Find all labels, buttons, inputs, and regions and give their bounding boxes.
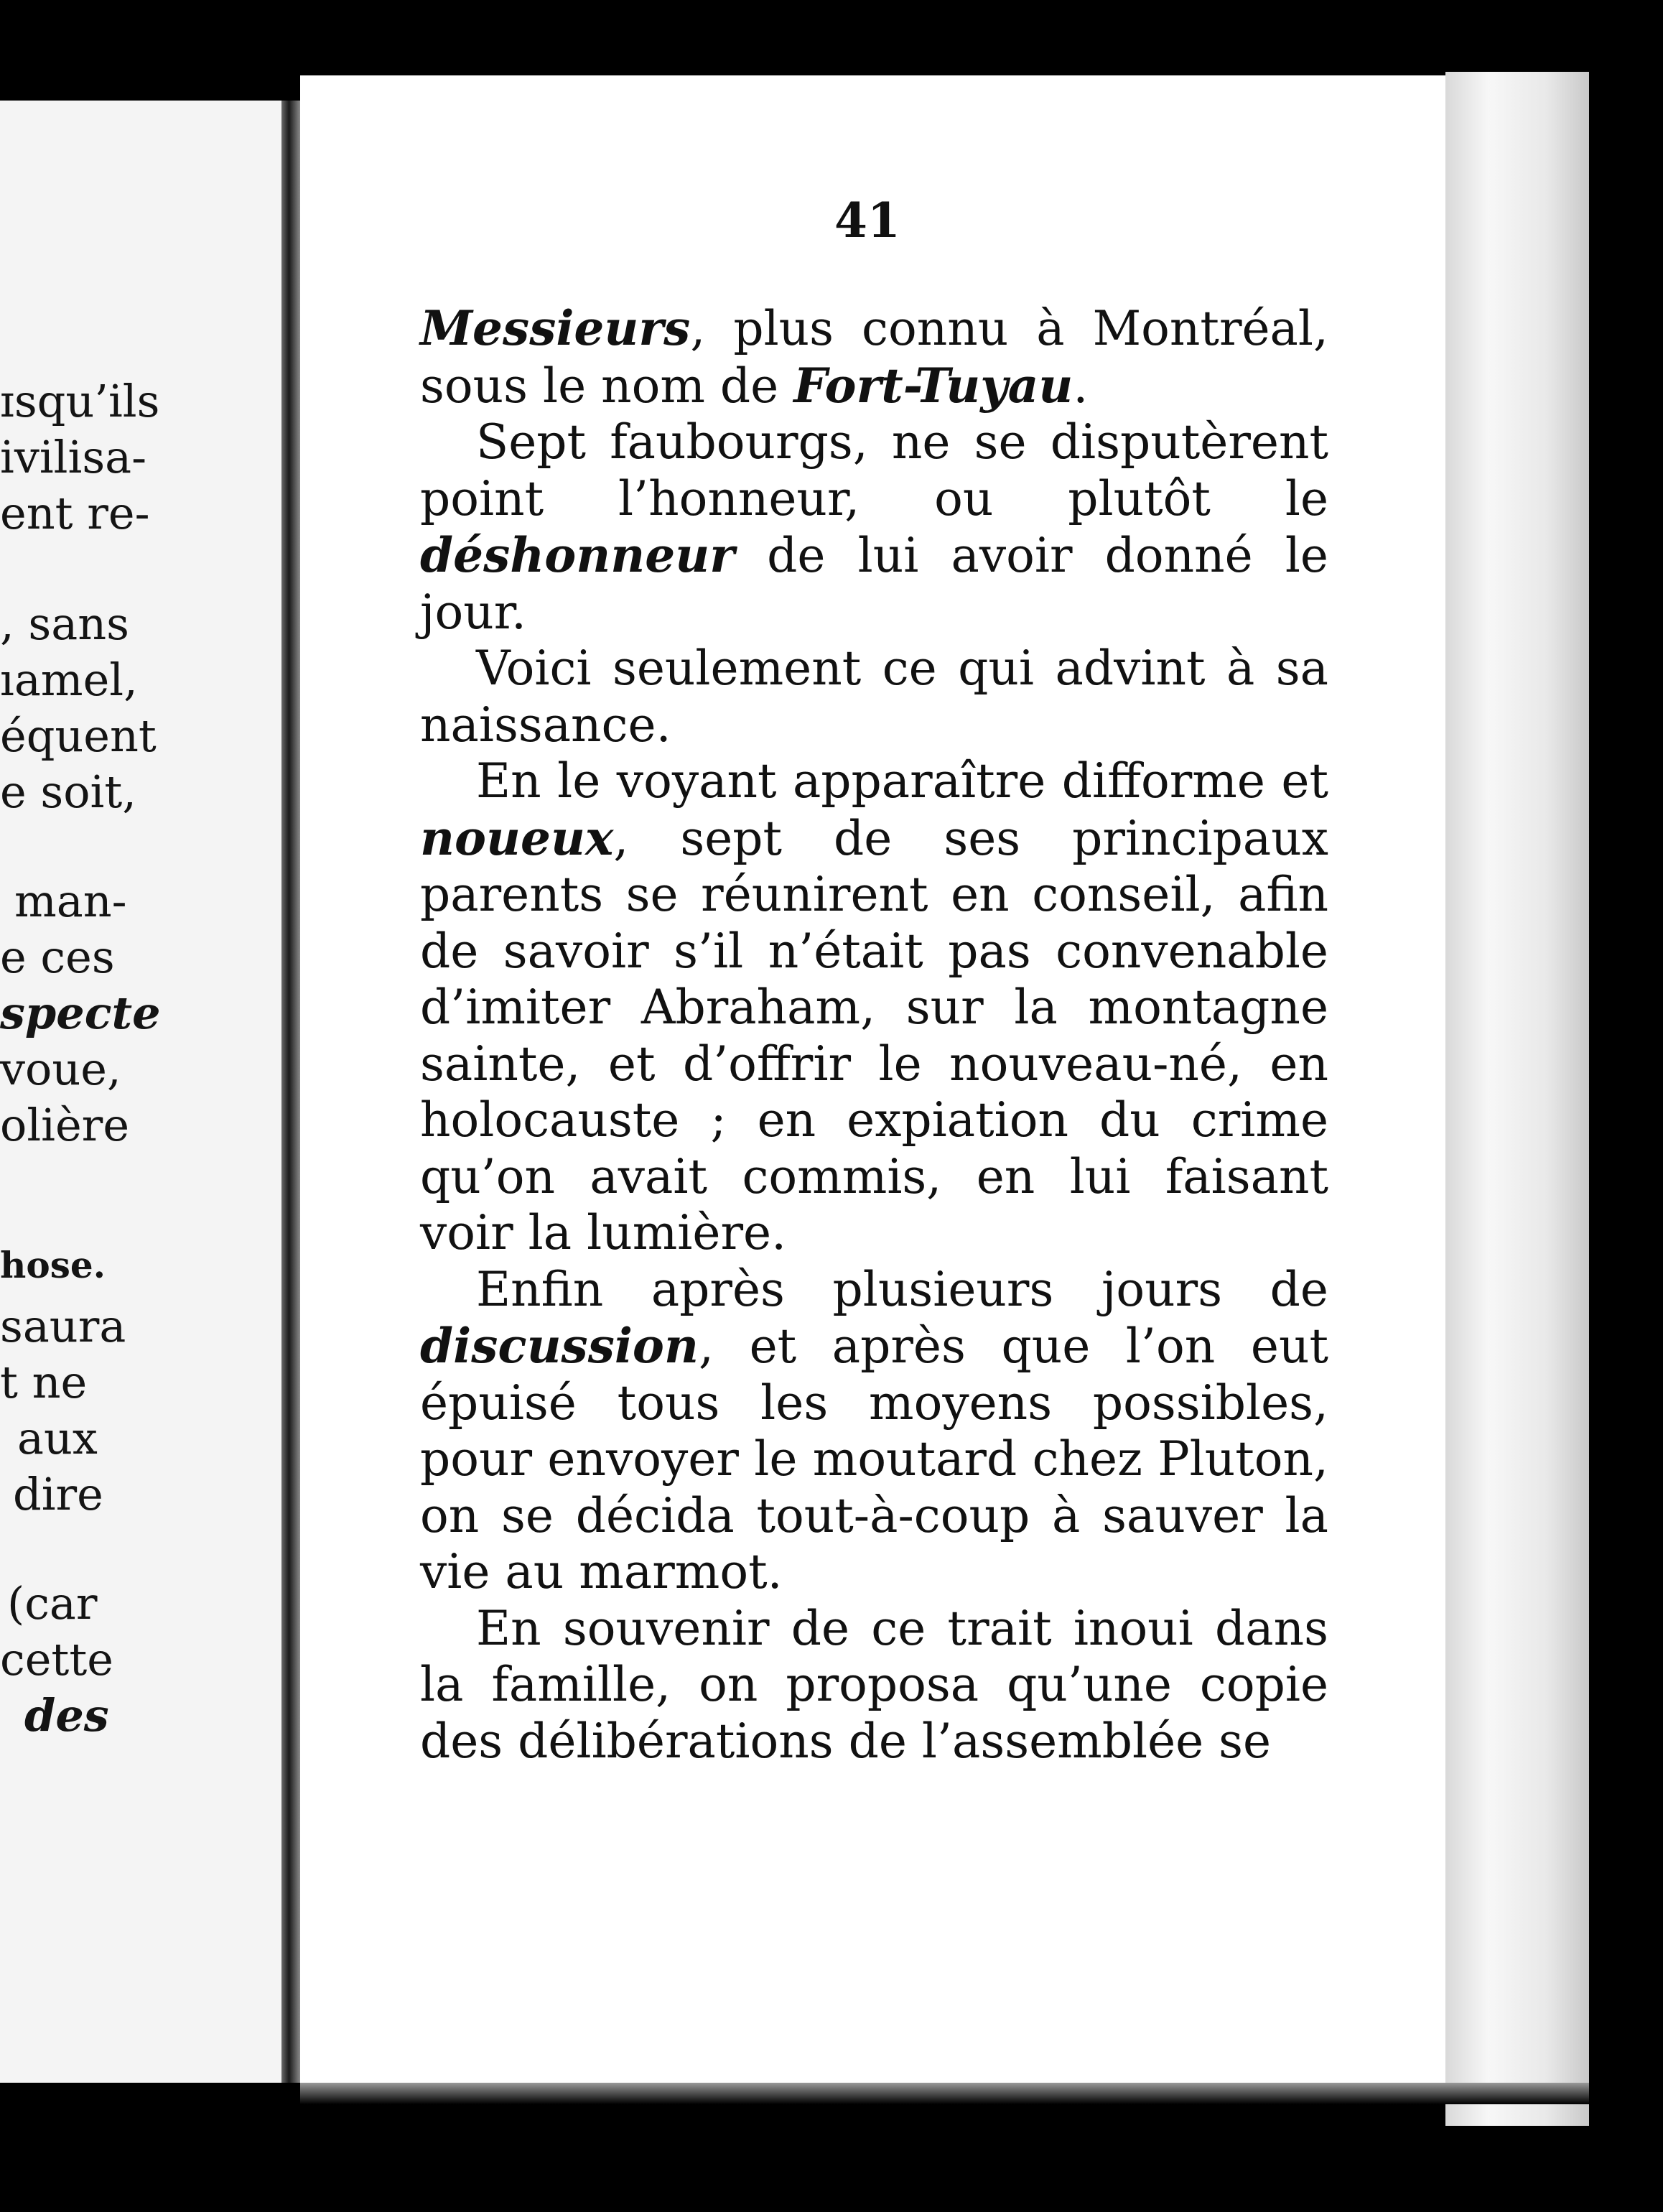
left-page-fragment: man- xyxy=(14,875,127,927)
paragraph xyxy=(420,300,1328,414)
left-page-fragment: olière xyxy=(0,1099,130,1151)
paragraph xyxy=(420,1262,1328,1601)
italic-term: Fort-Tuyau xyxy=(793,357,1073,414)
text-run: . xyxy=(1073,358,1089,414)
italic-term: déshonneur xyxy=(420,527,735,583)
text-run: En le voyant apparaître difforme et xyxy=(476,753,1328,809)
left-page-fragment: specte xyxy=(0,987,161,1039)
left-page-fragment: équent xyxy=(0,710,157,762)
left-page-fragment: ent re- xyxy=(0,487,150,539)
left-page-fragment: hose. xyxy=(0,1244,106,1286)
left-page-fragment: ivilisa- xyxy=(0,431,147,483)
body-text xyxy=(420,300,1328,1770)
text-run: En souvenir de ce trait inoui dans la famille, on proposa qu’une copie des délibérations de l’assemblée se xyxy=(420,1600,1328,1769)
italic-term: noueux xyxy=(420,809,614,866)
left-page-fragment: (car xyxy=(7,1577,98,1630)
page-bottom-shadow xyxy=(300,2083,1589,2104)
left-page-fragment: t ne xyxy=(0,1356,88,1408)
left-page-fragment: voue, xyxy=(0,1043,121,1095)
book-gutter xyxy=(281,101,300,2083)
italic-term: discussion xyxy=(420,1318,699,1374)
paragraph xyxy=(420,641,1328,753)
left-page-fragment: e ces xyxy=(0,931,115,983)
text-run: Enfin après plusieurs jours de xyxy=(476,1261,1328,1317)
left-page-fragment: saura xyxy=(0,1300,126,1352)
paragraph xyxy=(420,414,1328,641)
text-run: Voici seulement ce qui advint à sa naissance. xyxy=(420,641,1328,753)
page-number: 41 xyxy=(834,192,900,248)
text-run: , plus connu à Montréal, sous le nom de xyxy=(420,301,1328,414)
left-page-fragment: cette xyxy=(0,1633,113,1686)
left-page-fragment: ɪsqu’ils xyxy=(0,375,160,427)
left-page-fragment: aux xyxy=(17,1412,98,1464)
paragraph xyxy=(420,753,1328,1262)
text-run: Sept faubourgs, ne se disputèrent point l’honneur, ou plutôt le xyxy=(420,414,1328,526)
left-page-fragment: des xyxy=(24,1689,109,1742)
left-page-fragment: e soit, xyxy=(0,766,136,818)
left-page-fragment: dire xyxy=(13,1468,103,1520)
previous-page xyxy=(0,101,281,2083)
text-run: , et après que l’on eut épuisé tous les moyens possibles, pour envoyer le moutard chez Pluton, on se décida tout-à-coup à sauver la vie au marmot. xyxy=(420,1319,1328,1599)
page-edge-stack xyxy=(1445,72,1589,2126)
italic-term: Messieurs xyxy=(420,300,691,356)
text-run: de lui avoir donné le jour. xyxy=(420,528,1328,640)
paragraph xyxy=(420,1601,1328,1770)
left-page-fragment: , sans xyxy=(0,598,129,650)
left-page-fragment: ıamel, xyxy=(0,654,138,706)
text-run: , sept de ses principaux parents se réunirent en conseil, afin de savoir s’il n’était pas convenable d’imiter Abraham, sur la montagne sainte, et d’offrir le nouveau-né, en holocauste ; en expiation du crime qu’on avait commis, en lui faisant voir la lumière. xyxy=(420,810,1328,1260)
